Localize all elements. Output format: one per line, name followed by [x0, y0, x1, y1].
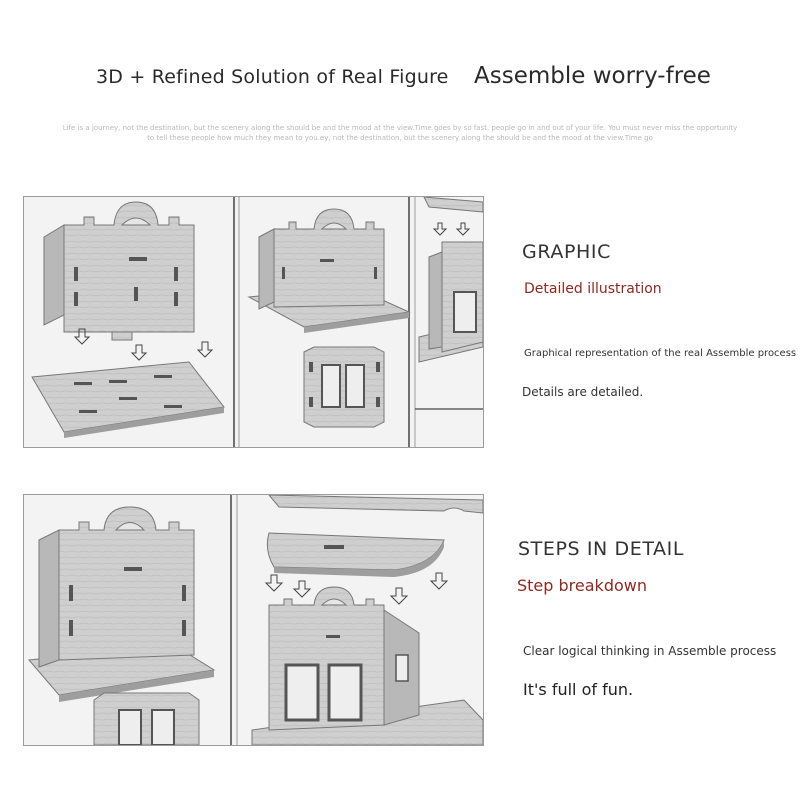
window-wall-piece [94, 693, 199, 745]
title-left: 3D + Refined Solution of Real Figure [96, 66, 449, 88]
section1-heading: GRAPHIC [522, 241, 611, 263]
section1-line1: Graphical representation of the real Assemble process [524, 348, 797, 359]
arrow-down-icon [266, 573, 447, 604]
house-front-piece [44, 202, 194, 340]
assembled-house-partial [419, 242, 483, 362]
roof-piece [267, 495, 483, 577]
section2-line1: Clear logical thinking in Assemble process [523, 644, 777, 658]
assembled-house [252, 587, 483, 745]
assembled-front-on-base [249, 209, 409, 333]
roof-piece [424, 197, 483, 212]
section1-subheading: Detailed illustration [524, 281, 662, 297]
assembled-front-on-base [29, 507, 214, 702]
base-plate-piece [32, 362, 224, 438]
section2-subheading: Step breakdown [517, 576, 647, 595]
window-wall-piece [304, 347, 384, 427]
section2-heading: STEPS IN DETAIL [518, 538, 685, 560]
steps-illustration [23, 494, 484, 746]
graphic-illustration [23, 196, 484, 448]
arrow-down-icon [434, 223, 469, 235]
section2-line2: It's full of fun. [523, 680, 634, 699]
arrow-down-icon [75, 329, 212, 360]
title-right: Assemble worry-free [474, 63, 711, 89]
section1-line2: Details are detailed. [522, 385, 644, 399]
tagline: Life is a journey, not the destination, but the scenery along the should be and the mood at the view.Time goes by so fast, people go in and out of your life. You must never miss the opportunity to tell these people how much they mean to you.ey, not the destination, but the scenery along the should be and the mood at the view.Time go [62, 124, 738, 142]
